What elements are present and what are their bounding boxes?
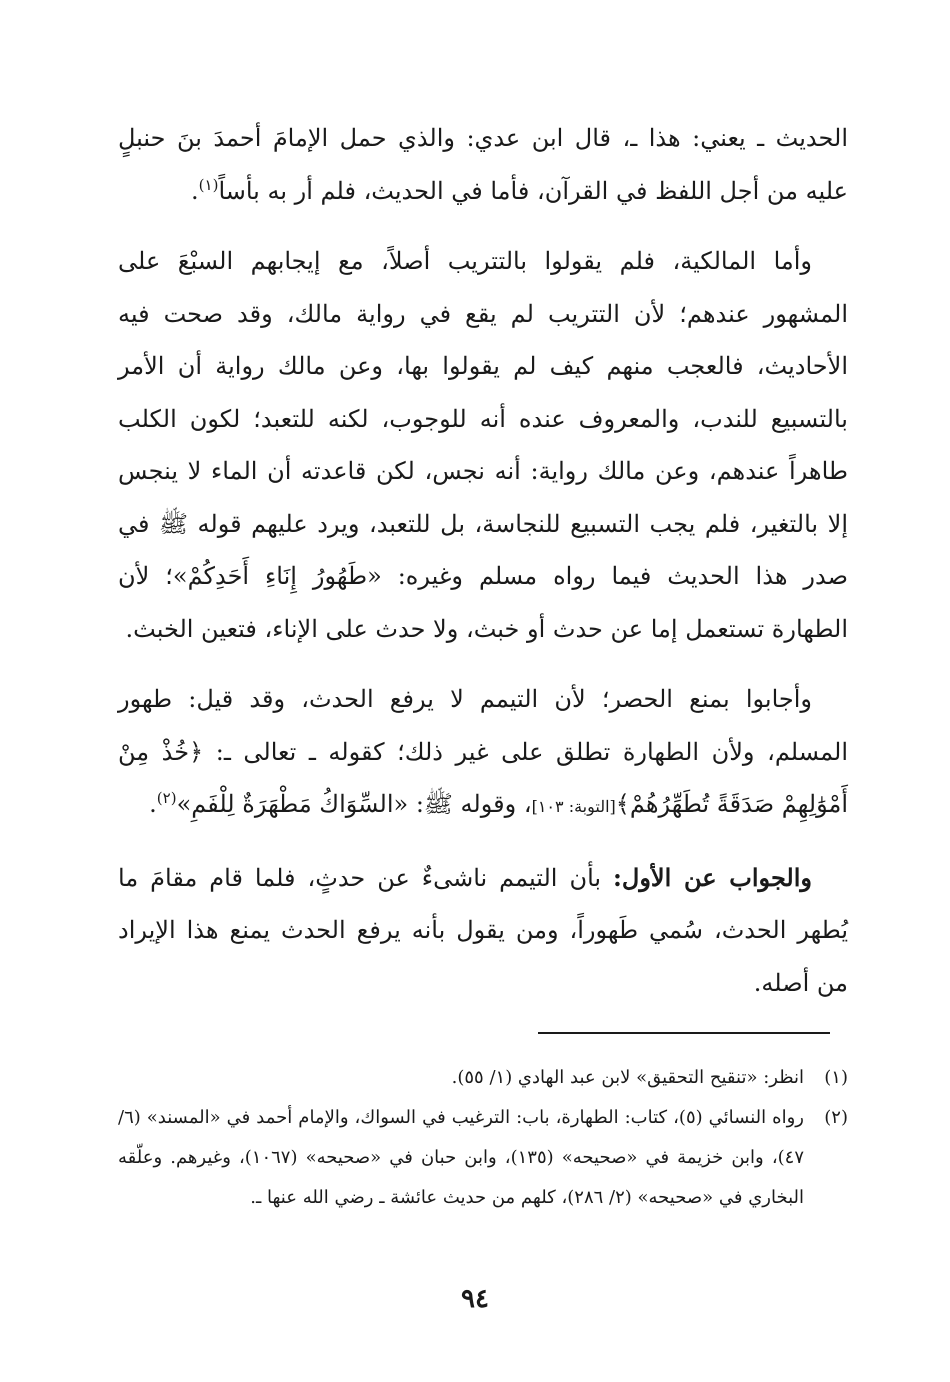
main-text [118,112,848,1009]
paragraph-3 [118,673,848,834]
paragraph-1-end: . [191,176,199,205]
footnote-number: (١) [824,1067,848,1088]
footnote-marker-1: (١) [198,175,219,194]
paragraph-gap [118,834,848,852]
paragraph-1-text: الحديث ـ يعني: هذا ـ، قال ابن عدي: والذي حمل الإمامَ أحمدَ بنَ حنبلٍ عليه من أجل اللفظ في القرآن، فأما في الحديث، فلم أر به بأساً [118,124,848,205]
paragraph-3-text: وأجابوا بمنع الحصر؛ لأن التيمم لا يرفع الحدث، وقد قيل: طهور المسلم، ولأن الطهارة تطلق على غير ذلك؛ كقوله ـ تعالى ـ: ﴿خُذْ مِنْ أَمْوَٰلِهِمْ صَدَقَةً تُطَهِّرُهُمْ﴾ [118,685,848,818]
paragraph-3-text2: ، وقوله ﷺ: «السِّوَاكُ مَطْهَرَةٌ لِلْفَمِ» [176,790,532,818]
paragraph-2: وأما المالكية، فلم يقولوا بالتتريب أصلاً، مع إيجابهم السبْعَ على المشهور عندهم؛ لأن التتريب لم يقع في رواية مالك، وقد صحت فيه الأحاديث، فالعجب منهم كيف لم يقولوا بها، وعن مالك رواية أن الأمر بالتسبيع للندب، والمعروف عنده أنه للوجوب، لكنه للتعبد؛ لكون الكلب طاهراً عندهم، وعن مالك رواية: أنه نجس، لكن قاعدته أن الماء لا ينجس إلا بالتغير، فلم يجب التسبيع للنجاسة، بل للتعبد، ويرد عليهم قوله ﷺ في صدر هذا الحديث فيما رواه مسلم وغيره: «طَهُورُ إِنَاءِ أَحَدِكُمْ»؛ لأن الطهارة تستعمل إما عن حدث أو خبث، ولا حدث على الإناء، فتعين الخبث. [118,247,848,643]
footnote-2 [118,1098,848,1218]
footnote-text: رواه النسائي (٥)، كتاب: الطهارة، باب: الترغيب في السواك، والإمام أحمد في «المسند» (٦/ ٤٧)، وابن خزيمة في «صحيحه» (١٣٥)، وابن حبان في «صحيحه» (١٠٦٧)، وغيرهم. وعلّقه البخاري في «صحيحه» (٢/ ٢٨٦)، كلهم من حديث عائشة ـ رضي الله عنها ـ. [118,1107,804,1208]
page-number: ٩٤ [461,1284,489,1314]
paragraph-gap [118,217,848,235]
footnote-text: انظر: «تنقيح التحقيق» لابن عبد الهادي (١/ ٥٥). [451,1067,804,1088]
footnote-separator [538,1032,830,1034]
paragraph-1 [118,112,848,217]
paragraph-4-text: بأن التيمم ناشىءٌ عن حدثٍ، فلما قام مقامَ ما يُطهر الحدث، سُمي طَهوراً، ومن يقول بأنه يرفع الحدث يمنع هذا الإيراد من أصله. [118,863,848,997]
paragraph-4 [118,852,848,1010]
answer-lead: والجواب عن الأول: [613,862,813,892]
paragraph-3-end: . [149,790,157,818]
paragraph-gap [118,655,848,673]
quran-reference: [التوبة: ١٠٣] [531,797,616,816]
footnote-number: (٢) [824,1107,848,1128]
footnote-marker-2: (٢) [156,789,177,807]
footnote-1 [118,1058,848,1098]
footnotes [118,1058,848,1218]
